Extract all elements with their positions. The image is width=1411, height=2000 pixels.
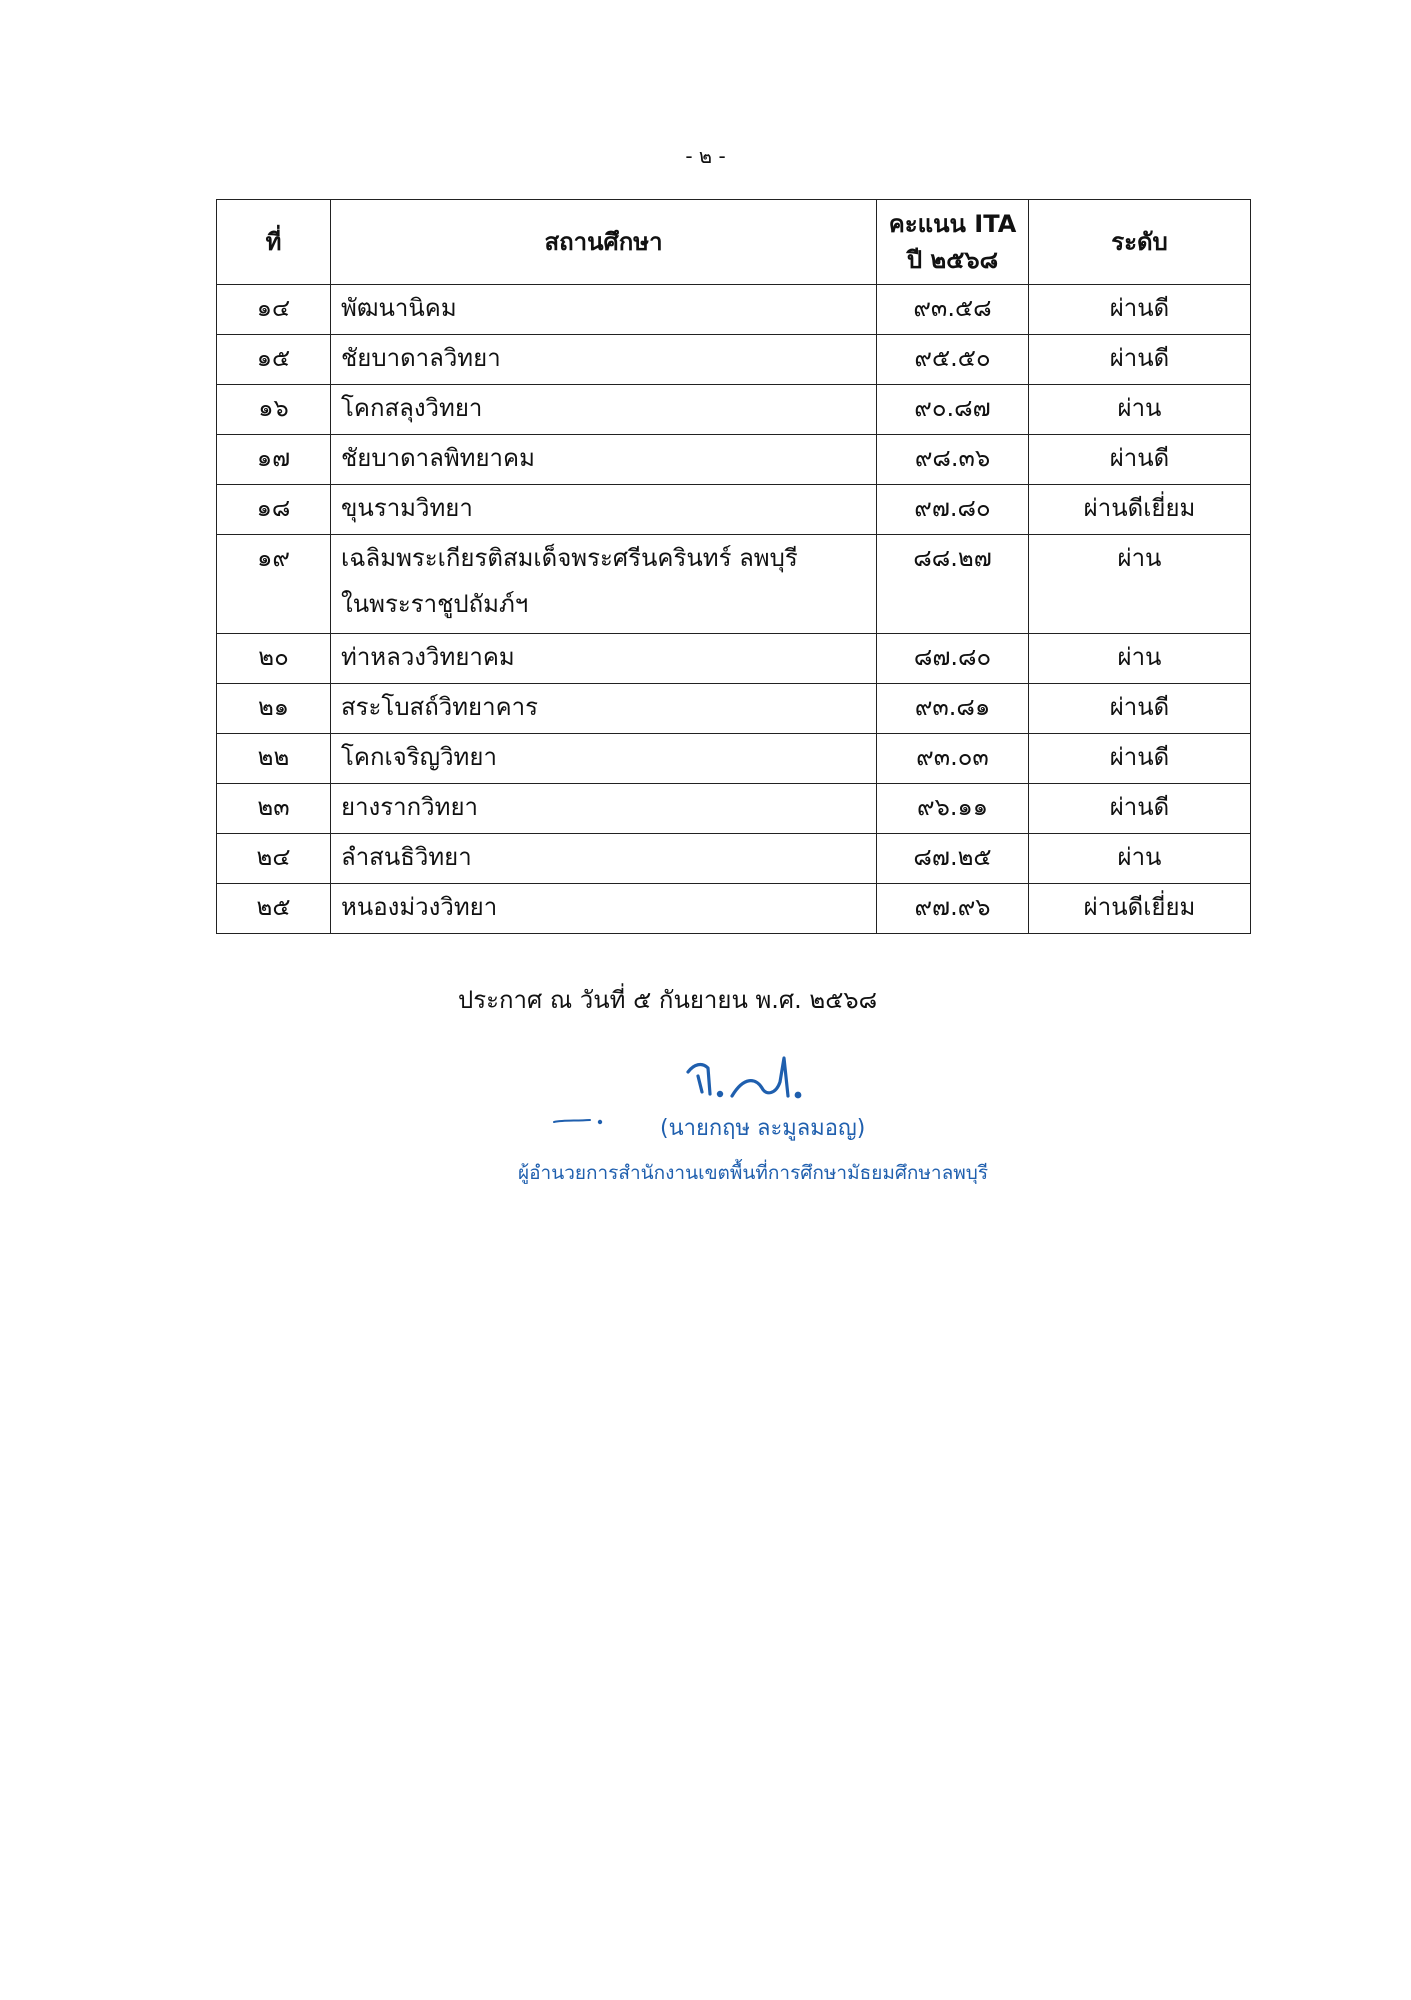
signer-name: (นายกฤษ ละมูลมอญ) [660,1116,866,1141]
level: ผ่าน [1029,834,1251,884]
header-score [877,200,1029,285]
school-name-line2: ในพระราชูปถัมภ์ฯ [341,590,529,618]
ita-score: ๙๗.๙๖ [877,884,1029,934]
school-name-line1: เฉลิมพระเกียรติสมเด็จพระศรีนครินทร์ ลพบุรี [341,544,798,572]
ita-score: ๘๗.๒๕ [877,834,1029,884]
row-number: ๒๓ [217,784,331,834]
table-row [217,834,1251,884]
ita-score: ๙๓.๐๓ [877,734,1029,784]
school-name: ลำสนธิวิทยา [331,834,877,884]
ita-score: ๙๕.๕๐ [877,335,1029,385]
school-name: ท่าหลวงวิทยาคม [331,634,877,684]
row-number: ๒๑ [217,684,331,734]
table-row [217,335,1251,385]
ita-score: ๘๘.๒๗ [877,535,1029,634]
level: ผ่านดีเยี่ยม [1029,884,1251,934]
school-name [331,535,877,634]
table-row [217,884,1251,934]
ita-score: ๙๘.๓๖ [877,435,1029,485]
header-school: สถานศึกษา [331,200,877,285]
level: ผ่านดี [1029,335,1251,385]
page-number: - ๒ - [685,144,726,168]
row-number: ๒๕ [217,884,331,934]
handwritten-signature [680,1052,840,1107]
row-number: ๑๙ [217,535,331,634]
level: ผ่าน [1029,634,1251,684]
table-row [217,634,1251,684]
level: ผ่าน [1029,535,1251,634]
ita-score: ๘๗.๘๐ [877,634,1029,684]
signer-title: ผู้อำนวยการสำนักงานเขตพื้นที่การศึกษามัธยมศึกษาลพบุรี [518,1162,989,1184]
school-name: ขุนรามวิทยา [331,485,877,535]
school-name: สระโบสถ์วิทยาคาร [331,684,877,734]
level: ผ่านดีเยี่ยม [1029,485,1251,535]
row-number: ๑๔ [217,285,331,335]
table-row [217,684,1251,734]
school-name: ชัยบาดาลพิทยาคม [331,435,877,485]
level: ผ่านดี [1029,684,1251,734]
row-number: ๒๒ [217,734,331,784]
header-level: ระดับ [1029,200,1251,285]
table-row [217,435,1251,485]
ita-score: ๙๓.๕๘ [877,285,1029,335]
row-number: ๑๖ [217,385,331,435]
table-row [217,385,1251,435]
table-row [217,485,1251,535]
school-name: พัฒนานิคม [331,285,877,335]
announcement-date: ประกาศ ณ วันที่ ๕ กันยายน พ.ศ. ๒๕๖๘ [458,986,878,1014]
header-no: ที่ [217,200,331,285]
school-name: ยางรากวิทยา [331,784,877,834]
row-number: ๑๘ [217,485,331,535]
level: ผ่านดี [1029,734,1251,784]
header-score-line1: คะแนน ITA [888,210,1017,238]
ita-score: ๙๗.๘๐ [877,485,1029,535]
table-row [217,734,1251,784]
header-score-line2: ปี ๒๕๖๘ [906,246,999,274]
school-name: โคกสลุงวิทยา [331,385,877,435]
table-header-row [217,200,1251,285]
school-name: โคกเจริญวิทยา [331,734,877,784]
level: ผ่านดี [1029,285,1251,335]
ita-score: ๙๖.๑๑ [877,784,1029,834]
row-number: ๑๗ [217,435,331,485]
school-name: ชัยบาดาลวิทยา [331,335,877,385]
level: ผ่านดี [1029,435,1251,485]
row-number: ๒๐ [217,634,331,684]
signature-flourish [550,1110,610,1130]
school-name: หนองม่วงวิทยา [331,884,877,934]
row-number: ๒๔ [217,834,331,884]
table-row [217,285,1251,335]
ita-score: ๙๓.๘๑ [877,684,1029,734]
level: ผ่าน [1029,385,1251,435]
table-row [217,535,1251,634]
ita-score-table [216,199,1251,934]
ita-score: ๙๐.๘๗ [877,385,1029,435]
row-number: ๑๕ [217,335,331,385]
level: ผ่านดี [1029,784,1251,834]
table-row [217,784,1251,834]
